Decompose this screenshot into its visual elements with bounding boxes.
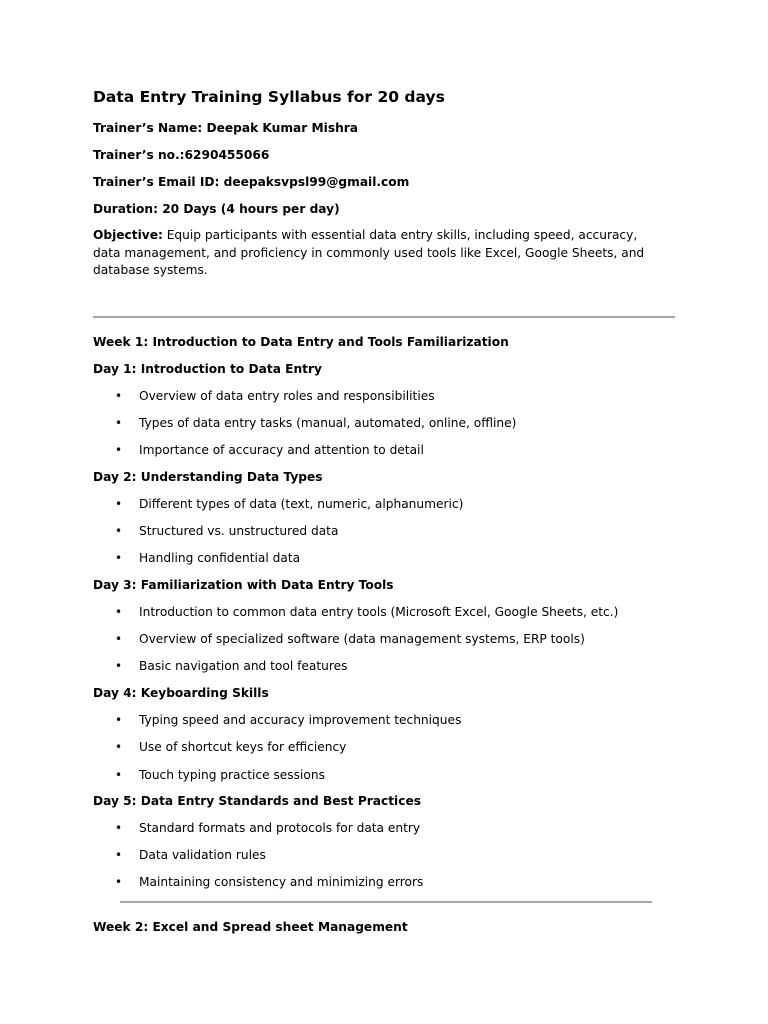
bullet-icon: • [115,443,123,457]
bullet-icon: • [115,416,123,430]
bullet-icon: • [115,875,123,889]
day-5-heading: Day 5: Data Entry Standards and Best Practices [93,794,421,808]
day-1-heading: Day 1: Introduction to Data Entry [93,362,322,376]
day-2-heading: Day 2: Understanding Data Types [93,470,323,484]
bullet-icon: • [115,605,123,619]
objective-paragraph [93,227,653,280]
bullet-icon: • [115,497,123,511]
trainer-email: Trainer’s Email ID: deepaksvpsl99@gmail.com [93,175,410,189]
bullet-icon: • [115,551,123,565]
week-2-heading: Week 2: Excel and Spread sheet Management [93,920,408,934]
bullet-icon: • [115,632,123,646]
duration: Duration: 20 Days (4 hours per day) [93,202,340,216]
bullet-icon: • [115,740,123,754]
document-title: Data Entry Training Syllabus for 20 days [93,88,445,106]
objective-label: Objective: [93,228,163,242]
bullet-icon: • [115,768,123,782]
bullet-icon: • [115,821,123,835]
bullet-icon: • [115,659,123,673]
bullet-icon: • [115,389,123,403]
bullet-icon: • [115,848,123,862]
day-4-heading: Day 4: Keyboarding Skills [93,686,269,700]
objective-text: Equip participants with essential data entry skills, including speed, accuracy, data management, and proficiency in commonly used tools like Excel, Google Sheets, and database systems. [93,228,645,277]
horizontal-rule [93,316,675,318]
bullet-icon: • [115,713,123,727]
horizontal-rule [120,901,652,903]
trainer-name: Trainer’s Name: Deepak Kumar Mishra [93,121,358,135]
day-3-heading: Day 3: Familiarization with Data Entry Tools [93,578,394,592]
bullet-icon: • [115,524,123,538]
trainer-number: Trainer’s no.:6290455066 [93,148,270,162]
week-1-heading: Week 1: Introduction to Data Entry and Tools Familiarization [93,335,509,349]
